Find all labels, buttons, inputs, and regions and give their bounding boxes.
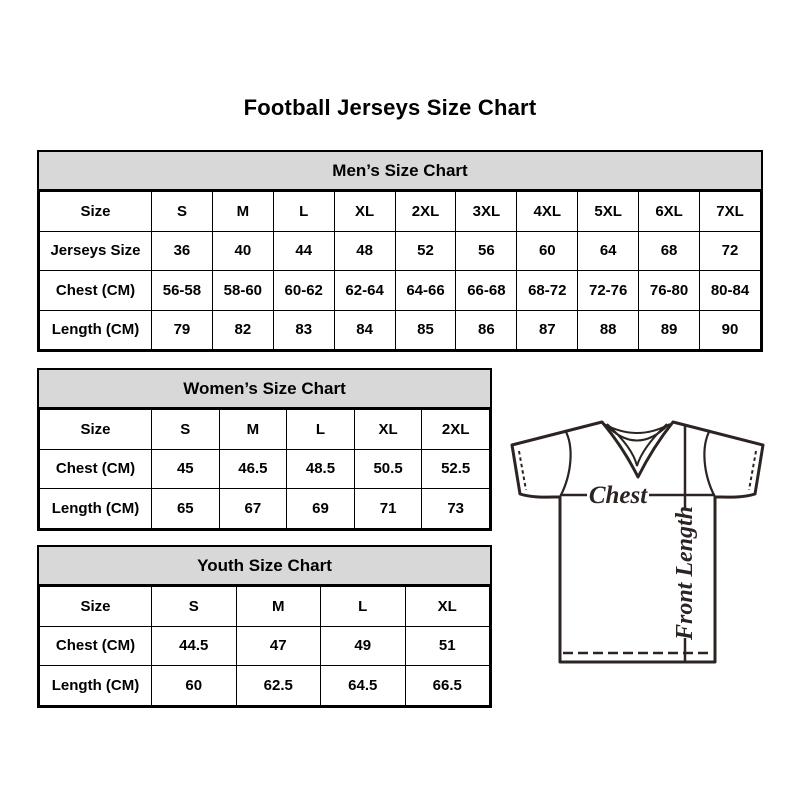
youth-table-grid [39,586,490,706]
cell-value: 82 [212,310,273,350]
cell-value: 56-58 [152,271,213,311]
cell-value: S [152,410,220,450]
cell-value: L [273,192,334,232]
cell-value: 83 [273,310,334,350]
cell-value: XL [334,192,395,232]
cell-value: 87 [517,310,578,350]
cell-value: 48 [334,231,395,271]
cell-value: 49 [321,626,406,666]
cell-value: 51 [405,626,490,666]
cell-value: 64-66 [395,271,456,311]
mens-table-grid [39,191,761,350]
cell-value: 45 [152,449,220,489]
table-row [40,410,490,450]
cell-value: 58-60 [212,271,273,311]
cell-value: 4XL [517,192,578,232]
cell-value: 79 [152,310,213,350]
row-label: Chest (CM) [40,449,152,489]
cell-value: 68 [639,231,700,271]
cell-value: S [152,587,237,627]
table-row [40,449,490,489]
cell-value: L [287,410,355,450]
cell-value: 2XL [395,192,456,232]
cell-value: M [212,192,273,232]
cell-value: 76-80 [639,271,700,311]
cell-value: M [219,410,287,450]
cell-value: 60-62 [273,271,334,311]
cell-value: 48.5 [287,449,355,489]
row-label: Size [40,192,152,232]
jersey-measurement-diagram [497,398,780,670]
womens-table-header: Women’s Size Chart [39,370,490,409]
cell-value: 72-76 [578,271,639,311]
cell-value: 7XL [700,192,761,232]
cell-value: 6XL [639,192,700,232]
table-row [40,587,490,627]
cell-value: 36 [152,231,213,271]
table-row [40,231,761,271]
table-row [40,310,761,350]
page-title: Football Jerseys Size Chart [243,95,537,120]
row-label: Length (CM) [40,666,152,706]
mens-table-header: Men’s Size Chart [39,152,761,191]
cell-value: 52 [395,231,456,271]
cell-value: 44.5 [152,626,237,666]
cell-value: L [321,587,406,627]
row-label: Length (CM) [40,310,152,350]
womens-table-grid [39,409,490,529]
cell-value: 90 [700,310,761,350]
cell-value: 71 [354,489,422,529]
cell-value: 40 [212,231,273,271]
cell-value: 62-64 [334,271,395,311]
cell-value: 73 [422,489,490,529]
front-length-label: Front Length [672,505,698,641]
womens-size-chart-table [37,368,492,531]
cell-value: 66-68 [456,271,517,311]
row-label: Jerseys Size [40,231,152,271]
cell-value: 52.5 [422,449,490,489]
chest-label: Chest [588,482,648,509]
cell-value: 72 [700,231,761,271]
cell-value: 85 [395,310,456,350]
cell-value: 64 [578,231,639,271]
cell-value: 60 [517,231,578,271]
table-row [40,626,490,666]
cell-value: 64.5 [321,666,406,706]
mens-size-chart-table [37,150,763,352]
cell-value: 62.5 [236,666,321,706]
cell-value: 88 [578,310,639,350]
cell-value: S [152,192,213,232]
cell-value: 65 [152,489,220,529]
cell-value: 2XL [422,410,490,450]
cell-value: 68-72 [517,271,578,311]
cell-value: M [236,587,321,627]
cell-value: 89 [639,310,700,350]
cell-value: 66.5 [405,666,490,706]
cell-value: 5XL [578,192,639,232]
cell-value: XL [354,410,422,450]
cell-value: XL [405,587,490,627]
cell-value: 60 [152,666,237,706]
youth-table-header: Youth Size Chart [39,547,490,586]
row-label: Chest (CM) [40,271,152,311]
cell-value: 67 [219,489,287,529]
cell-value: 3XL [456,192,517,232]
cell-value: 80-84 [700,271,761,311]
cell-value: 47 [236,626,321,666]
table-row [40,271,761,311]
cell-value: 86 [456,310,517,350]
cell-value: 84 [334,310,395,350]
cell-value: 56 [456,231,517,271]
cell-value: 44 [273,231,334,271]
row-label: Length (CM) [40,489,152,529]
cell-value: 46.5 [219,449,287,489]
row-label: Chest (CM) [40,626,152,666]
cell-value: 69 [287,489,355,529]
table-row [40,666,490,706]
cell-value: 50.5 [354,449,422,489]
row-label: Size [40,410,152,450]
jersey-outline [512,422,763,662]
table-row [40,192,761,232]
row-label: Size [40,587,152,627]
youth-size-chart-table [37,545,492,708]
table-row [40,489,490,529]
